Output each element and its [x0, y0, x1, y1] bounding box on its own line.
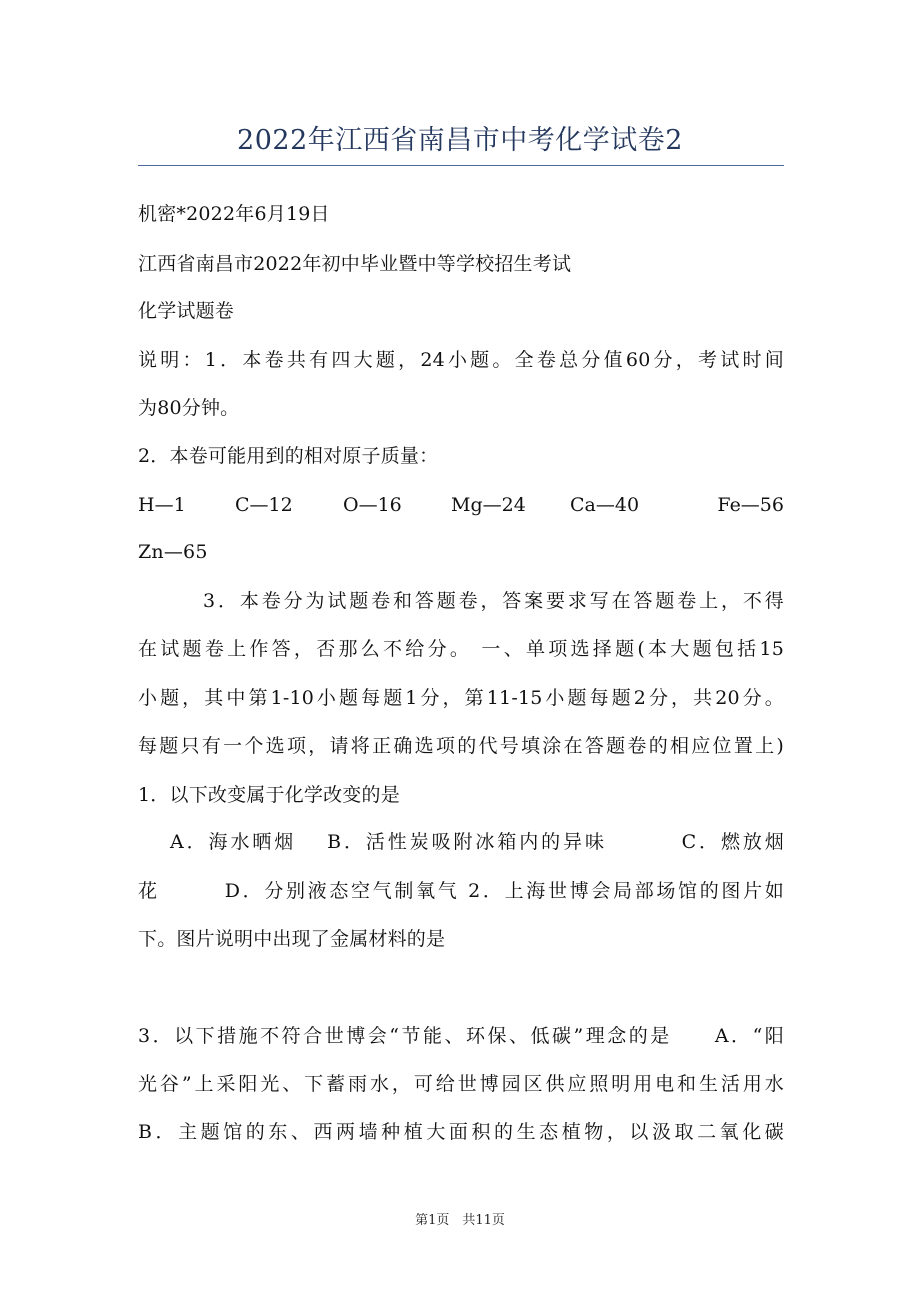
question-1: 1．以下改变属于化学改变的是	[138, 784, 400, 806]
question-1-options: A．海水晒烟 B．活性炭吸附冰箱内的异味 C．燃放烟	[170, 831, 784, 853]
text-line-instructions: 说明：1．本卷共有四大题，24小题。全卷总分值60分，考试时间	[138, 349, 784, 371]
text-line-exam-name: 江西省南昌市2022年初中毕业暨中等学校招生考试	[138, 253, 572, 275]
atomic-mass-row	[138, 494, 784, 516]
text-line-instructions-cont: 为80分钟。	[138, 397, 240, 419]
question-3-option-b: B．主题馆的东、西两墙种植大面积的生态植物，以汲取二氧化碳	[138, 1121, 784, 1143]
text-line-confidential: 机密*2022年6月19日	[138, 203, 330, 225]
page-footer: 第1页 共11页	[415, 1213, 505, 1228]
text-line-section-1: 在试题卷上作答，否那么不给分。 一、单项选择题(本大题包括15	[138, 638, 784, 660]
text-line-paper-name: 化学试题卷	[138, 300, 235, 322]
title-underline	[138, 165, 784, 166]
document-title: 2022年江西省南昌市中考化学试卷2	[237, 125, 683, 156]
mass-ca: Ca—40	[570, 494, 640, 516]
question-3-option-a: 光谷”上采阳光、下蓄雨水，可给世博园区供应照明用电和生活用水	[138, 1073, 784, 1095]
mass-h: H—1	[138, 494, 186, 516]
text-line-section-1-cont: 小题，其中第1-10小题每题1分，第11-15小题每题2分，共20分。	[138, 687, 784, 709]
mass-c: C—12	[235, 494, 293, 516]
text-line-note-3: 3．本卷分为试题卷和答题卷，答案要求写在答题卷上，不得	[203, 590, 784, 612]
mass-mg: Mg—24	[451, 494, 526, 516]
text-line-section-1-cont2: 每题只有一个选项，请将正确选项的代号填涂在答题卷的相应位置上)	[138, 735, 784, 757]
text-line-mass-zn: Zn—65	[138, 541, 208, 563]
mass-o: O—16	[343, 494, 402, 516]
question-2-cont: 下。图片说明中出现了金属材料的是	[138, 928, 446, 950]
question-3: 3．以下措施不符合世博会“节能、环保、低碳”理念的是 A．“阳	[138, 1025, 784, 1047]
mass-fe: Fe—56	[717, 494, 784, 516]
text-line-atomic-mass-heading: 2．本卷可能用到的相对原子质量：	[138, 445, 439, 467]
question-2: 花 D．分别液态空气制氧气 2．上海世博会局部场馆的图片如	[138, 880, 784, 902]
